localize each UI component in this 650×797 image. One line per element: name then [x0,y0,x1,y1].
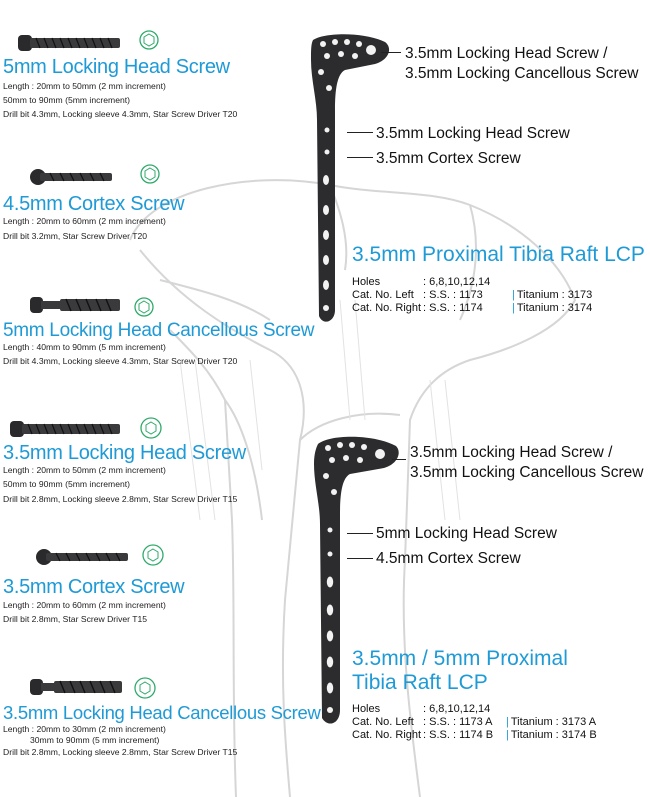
callout-label: 3.5mm Locking Head Screw / [405,45,608,62]
screw-image-5mm-locking-head [18,34,122,52]
callout-leader [392,459,406,460]
star-drive-icon [140,417,162,439]
spec-holes-label: Holes [352,276,381,288]
screw-title: 3.5mm Locking Head Cancellous Screw [3,702,321,723]
callout-leader [347,558,373,559]
plate-title-line2: Tibia Raft LCP [352,671,488,694]
star-drive-icon [140,164,160,184]
spec-left-ss: : S.S. : 1173 [423,289,483,301]
screw-spec-line: Length : 20mm to 50mm (2 mm increment) [3,465,166,475]
screw-title: 3.5mm Locking Head Screw [3,442,246,464]
screw-spec-line: Drill bit 3.2mm, Star Screw Driver T20 [3,231,148,241]
screw-spec-line: 50mm to 90mm (5mm increment) [3,95,131,105]
callout-leader [347,533,373,534]
spec-holes-value: : 6,8,10,12,14 [423,276,491,288]
spec-right-ss: : S.S. : 1174 B [423,729,494,741]
screw-title: 5mm Locking Head Cancellous Screw [3,320,315,341]
screw-spec-line: 50mm to 90mm (5mm increment) [3,479,131,489]
screw-spec-line: Drill bit 2.8mm, Locking sleeve 2.8mm, Star Screw Driver T15 [3,747,238,757]
callout-label: 4.5mm Cortex Screw [376,550,521,567]
plate-title: 3.5mm Proximal Tibia Raft LCP [352,243,645,266]
screw-image-3-5mm-cortex [36,548,130,566]
spec-left-label: Cat. No. Left [352,289,414,301]
screw-spec-line: Drill bit 4.3mm, Locking sleeve 4.3mm, Star Screw Driver T20 [3,356,238,366]
star-drive-icon [142,544,164,566]
plate-title-line1: 3.5mm / 5mm Proximal [352,647,568,670]
screw-spec-line: Length : 20mm to 60mm (2 mm increment) [3,600,166,610]
screw-spec-line: 30mm to 90mm (5 mm increment) [30,735,160,745]
spec-right-label: Cat. No. Right [352,302,422,314]
spec-left-ss: : S.S. : 1173 A [423,716,493,728]
callout-leader [347,132,373,133]
callout-label: 3.5mm Locking Cancellous Screw [410,464,644,481]
star-drive-icon [139,30,159,50]
screw-title: 5mm Locking Head Screw [3,56,230,78]
star-drive-icon [134,677,156,699]
screw-image-4-5mm-cortex [30,168,114,186]
screw-image-3-5mm-locking-cancellous [30,678,124,696]
spec-right-label: Cat. No. Right [352,729,422,741]
plate-image-3-5mm-tibia-raft [305,30,395,330]
screw-spec-line: Drill bit 2.8mm, Star Screw Driver T15 [3,614,148,624]
callout-label: 3.5mm Locking Cancellous Screw [405,65,639,82]
callout-leader [347,157,373,158]
spec-right-ti: | Titanium : 3174 B [506,729,597,741]
screw-spec-line: Drill bit 4.3mm, Locking sleeve 4.3mm, Star Screw Driver T20 [3,109,238,119]
spec-left-ti: | Titanium : 3173 [512,289,593,301]
spec-right-ti: | Titanium : 3174 [512,302,593,314]
spec-holes-label: Holes [352,703,381,715]
spec-left-label: Cat. No. Left [352,716,414,728]
callout-label: 3.5mm Locking Head Screw / [410,444,613,461]
spec-right-ss: : S.S. : 1174 [423,302,483,314]
callout-label: 3.5mm Cortex Screw [376,150,521,167]
screw-spec-line: Length : 20mm to 50mm (2 mm increment) [3,81,166,91]
screw-image-3-5mm-locking-head [10,420,122,438]
callout-leader [381,52,401,53]
callout-label: 5mm Locking Head Screw [376,525,557,542]
screw-title: 3.5mm Cortex Screw [3,576,185,598]
screw-spec-line: Length : 40mm to 90mm (5 mm increment) [3,342,166,352]
screw-title: 4.5mm Cortex Screw [3,193,185,215]
screw-image-5mm-locking-cancellous [30,296,122,314]
star-drive-icon [134,297,154,317]
screw-spec-line: Length : 20mm to 30mm (2 mm increment) [3,724,166,734]
screw-spec-line: Length : 20mm to 60mm (2 mm increment) [3,216,166,226]
screw-spec-line: Drill bit 2.8mm, Locking sleeve 2.8mm, Star Screw Driver T15 [3,494,238,504]
spec-left-ti: | Titanium : 3173 A [506,716,597,728]
spec-holes-value: : 6,8,10,12,14 [423,703,491,715]
callout-label: 3.5mm Locking Head Screw [376,125,570,142]
